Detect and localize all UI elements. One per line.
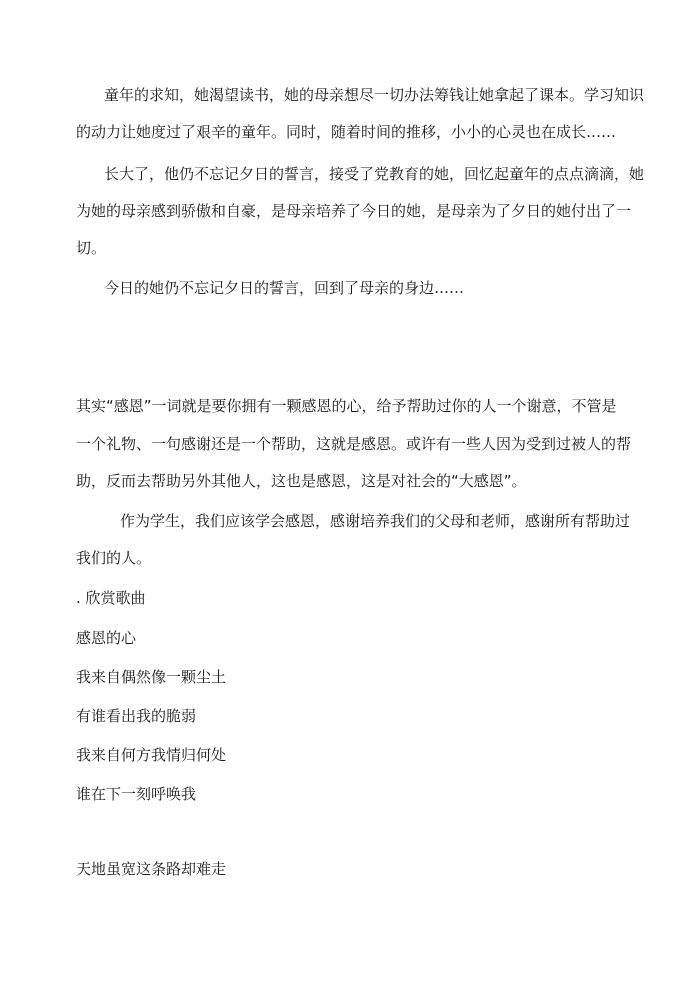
lyric-line-5: 天地虽宽这条路却难走 — [76, 860, 227, 878]
paragraph-5-line-1: 作为学生，我们应该学会感恩，感谢培养我们的父母和老师，感谢所有帮助过 — [120, 512, 631, 530]
paragraph-4-line-1: 其实“感恩”一词就是要你拥有一颗感恩的心，给予帮助过你的人一个谢意，不管是 — [76, 397, 617, 415]
paragraph-2-line-3: 切。 — [76, 239, 107, 257]
lyric-line-1: 我来自偶然像一颗尘土 — [76, 668, 227, 686]
paragraph-4-line-3: 助，反而去帮助另外其他人，这也是感恩，这是对社会的“大感恩”。 — [76, 472, 527, 490]
paragraph-1-line-2: 的动力让她度过了艰辛的童年。同时，随着时间的推移，小小的心灵也在成长…… — [76, 123, 617, 141]
paragraph-2-line-2: 为她的母亲感到骄傲和自豪，是母亲培养了今日的她，是母亲为了夕日的她付出了一 — [76, 202, 632, 220]
paragraph-3-line-1: 今日的她仍不忘记夕日的誓言，回到了母亲的身边…… — [104, 279, 465, 297]
lyric-line-2: 有谁看出我的脆弱 — [76, 707, 197, 725]
paragraph-2-line-1: 长大了，他仍不忘记夕日的誓言，接受了党教育的她，回忆起童年的点点滴滴，她 — [104, 165, 645, 183]
paragraph-4-line-2: 一个礼物、一句感谢还是一个帮助，这就是感恩。或许有一些人因为受到过被人的帮 — [76, 435, 632, 453]
song-title: 感恩的心 — [76, 629, 137, 647]
lyric-line-4: 谁在下一刻呼唤我 — [76, 785, 197, 803]
paragraph-1-line-1: 童年的求知，她渴望读书，她的母亲想尽一切办法筹钱让她拿起了课本。学习知识 — [104, 86, 645, 104]
paragraph-5-line-2: 我们的人。 — [76, 549, 152, 567]
song-heading: . 欣赏歌曲 — [76, 589, 146, 607]
lyric-line-3: 我来自何方我情归何处 — [76, 746, 227, 764]
